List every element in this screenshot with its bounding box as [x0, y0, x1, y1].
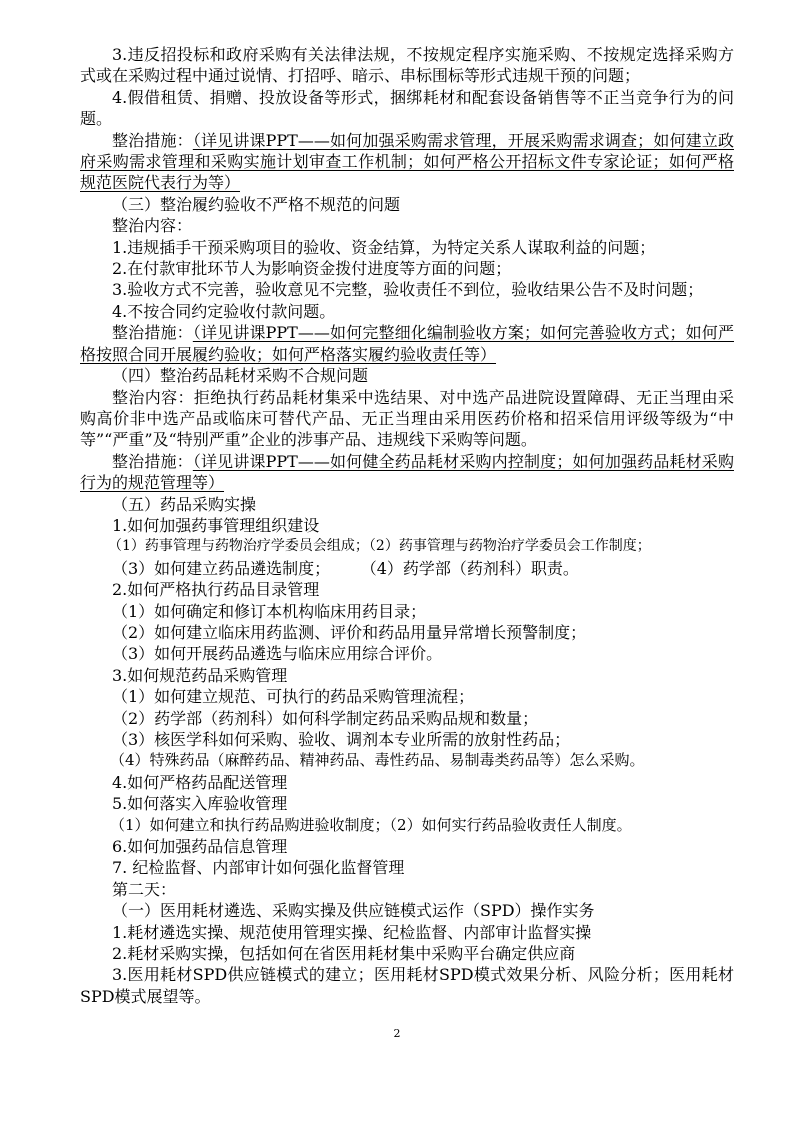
day-heading: 第二天： — [112, 879, 177, 899]
list-item: （1）药事管理与药物治疗学委员会组成；（2）药事管理与药物治疗学委员会工作制度； — [108, 538, 651, 555]
subheading: 6.如何加强药品信息管理 — [112, 837, 288, 857]
list-item: （2）如何建立临床用药监测、评价和药品用量异常增长预警制度； — [112, 622, 587, 642]
subheading: 2.如何严格执行药品目录管理 — [112, 580, 320, 600]
list-item: （3）核医学科如何采购、验收、调剂本专业所需的放射性药品； — [112, 730, 571, 749]
section-heading: （一）医用耗材遴选、采购实操及供应链模式运作（SPD）操作实务 — [112, 901, 595, 921]
list-item: （1）如何建立规范、可执行的药品采购管理流程； — [112, 687, 475, 707]
document-body — [80, 44, 734, 1007]
content-label: 整治内容： — [112, 216, 193, 236]
list-item: 2.耗材采购实操，包括如何在省医用耗材集中采购平台确定供应商 — [112, 944, 576, 964]
paragraph: 3.违反招投标和政府采购有关法律法规，不按规定程序实施采购、不按规定选择采购方式或在采购过程中通过说情、打招呼、暗示、串标围标等形式违规干预的问题； — [80, 45, 734, 86]
list-item: 1.违规插手干预采购项目的验收、资金结算，为特定关系人谋取利益的问题； — [112, 237, 656, 257]
subheading: 7. 纪检监督、内部审计如何强化监督管理 — [112, 858, 405, 878]
subheading: 1.如何加强药事管理组织建设 — [112, 515, 320, 535]
list-item: 2.在付款审批环节人为影响资金拨付进度等方面的问题； — [112, 259, 512, 279]
section-heading: （五）药品采购实操 — [112, 494, 257, 514]
measures-text: （详见讲课PPT——如何加强采购需求管理，开展采购需求调查；如何建立政府采购需求管理和采购实施计划审查工作机制；如何严格公开招标文件专家论证；如何严格规范医院代表行为等） — [80, 130, 734, 193]
section-heading: （四）整治药品耗材采购不合规问题 — [112, 366, 369, 386]
list-item: （2）药学部（药剂科）如何科学制定药品采购品规和数量； — [112, 708, 539, 728]
measures-text: （详见讲课PPT——如何完整细化编制验收方案；如何完善验收方式；如何严格按照合同开展履约验收；如何严格落实履约验收责任等） — [80, 323, 734, 364]
subheading: 3.如何规范药品采购管理 — [112, 665, 288, 685]
list-item: （3）如何建立药品遴选制度； （4）药学部（药剂科）职责。 — [112, 558, 579, 578]
measures-paragraph — [80, 451, 734, 494]
list-item: （3）如何开展药品遴选与临床应用综合评价。 — [112, 644, 443, 664]
paragraph: 整治内容：拒绝执行药品耗材集采中选结果、对中选产品进院设置障碍、无正当理由采购高价非中选产品或临床可替代产品、无正当理由采用医药价格和招采信用评级等级为“中等”“严重”及“特别严重”企业的涉事产品、违规线下采购等问题。 — [80, 387, 734, 450]
list-item: 3.验收方式不完善，验收意见不完整，验收责任不到位，验收结果公告不及时问题； — [112, 280, 704, 300]
measures-paragraph — [80, 322, 734, 365]
list-item: （1）如何确定和修订本机构临床用药目录； — [112, 601, 427, 621]
measures-text: （详见讲课PPT——如何健全药品耗材采购内控制度；如何加强药品耗材采购行为的规范管理等） — [80, 451, 734, 493]
page-number: 2 — [393, 1027, 401, 1040]
subheading: 4.如何严格药品配送管理 — [112, 772, 288, 792]
subheading: 5.如何落实入库验收管理 — [112, 794, 288, 814]
measures-label: 整治措施： — [112, 130, 193, 150]
list-item: 4.不按合同约定验收付款问题。 — [112, 301, 336, 321]
measures-label: 整治措施： — [112, 323, 193, 343]
list-item: （1）如何建立和执行药品购进验收制度；（2）如何实行药品验收责任人制度。 — [110, 815, 632, 834]
list-item: （4）特殊药品（麻醉药品、精神药品、毒性药品、易制毒类药品等）怎么采购。 — [110, 751, 645, 770]
measures-label: 整治措施： — [112, 451, 193, 471]
measures-paragraph — [80, 130, 734, 194]
list-item: 1.耗材遴选实操、规范使用管理实操、纪检监督、内部审计监督实操 — [112, 922, 592, 942]
section-heading: （三）整治履约验收不严格不规范的问题 — [112, 194, 401, 214]
list-item: 3.医用耗材SPD供应链模式的建立；医用耗材SPD模式效果分析、风险分析；医用耗材SPD模式展望等。 — [80, 965, 734, 1006]
paragraph: 4.假借租赁、捐赠、投放设备等形式，捆绑耗材和配套设备销售等不正当竞争行为的问题。 — [80, 87, 734, 129]
